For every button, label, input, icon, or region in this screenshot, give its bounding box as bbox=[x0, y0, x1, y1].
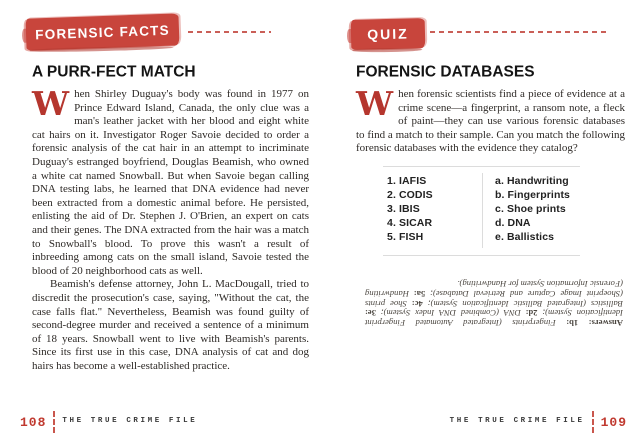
quiz-intro-text: hen forensic scientists find a piece of evidence at a crime scene—a fingerprint, a ransom note, a fleck of paint—they can use various forensic databases to find a match to their sample. Can you match the following forensic databases with the evidence they catalog? bbox=[356, 88, 625, 155]
quiz-column-divider bbox=[482, 173, 483, 248]
footer-right bbox=[450, 411, 627, 433]
quiz-answers-upside-down: Answers: 1b: Fingerprints (Integrated Automated Fingerprint Identification System); 2d: DNA (Combined DNA Index System); 3e: Ballistics (Integrated Ballistic Identification System); 4c: Shoe prints (Shoeprint Image Capture and Retrieval Database); 5a: Handwriting (Forensic Information System for Handwriting). bbox=[364, 279, 623, 328]
book-title-left: THE TRUE CRIME FILE bbox=[62, 417, 198, 425]
quiz-option-e: e. Ballistics bbox=[495, 230, 555, 243]
forensic-facts-stamp-label: FORENSIC FACTS bbox=[34, 22, 171, 42]
article-body-left bbox=[32, 84, 309, 373]
quiz-option-a: a. Handwriting bbox=[495, 175, 569, 187]
quiz-stamp-label: QUIZ bbox=[367, 25, 409, 43]
quiz-stamp bbox=[351, 18, 426, 50]
page-right bbox=[320, 0, 640, 448]
dashed-rule-left bbox=[188, 31, 271, 33]
quiz-item-1: 1. IAFIS bbox=[387, 175, 427, 187]
article-title-right: FORENSIC DATABASES bbox=[356, 63, 535, 81]
forensic-facts-stamp bbox=[25, 13, 179, 50]
quiz-option-b: b. Fingerprints bbox=[495, 188, 570, 201]
dropcap-right: W bbox=[356, 84, 394, 123]
quiz-item-4: 4. SICAR bbox=[387, 216, 433, 229]
book-title-right: THE TRUE CRIME FILE bbox=[449, 417, 585, 425]
quiz-item-2: 2. CODIS bbox=[387, 188, 433, 201]
page-number-right: 109 bbox=[600, 414, 627, 430]
quiz-database-column bbox=[387, 175, 433, 245]
footer-divider-left bbox=[53, 411, 55, 433]
article-body-right bbox=[356, 84, 625, 156]
article-title-left: A PURR-FECT MATCH bbox=[32, 63, 196, 81]
dashed-rule-right bbox=[430, 31, 608, 33]
quiz-item-3: 3. IBIS bbox=[387, 202, 420, 215]
quiz-option-d: d. DNA bbox=[495, 216, 531, 229]
quiz-matching-table bbox=[383, 166, 580, 256]
footer-divider-right bbox=[592, 411, 594, 433]
footer-left bbox=[20, 411, 197, 433]
quiz-item-5: 5. FISH bbox=[387, 230, 424, 243]
paragraph-2: Beamish's defense attorney, John L. MacDougall, tried to discredit the prosecution's case, saying, "Without the cat, the case falls flat." Nevertheless, Beamish was found guilty of second-degree murder and received a sentence of a minimum of 18 years. Snowball went to live with Beamish's parents. Since its first use in this case, DNA analysis of cat and dog hairs has become a well-established practice. bbox=[32, 278, 309, 372]
quiz-intro-paragraph bbox=[356, 84, 625, 156]
dropcap-left: W bbox=[32, 84, 70, 123]
paragraph-1 bbox=[32, 84, 309, 278]
quiz-option-c: c. Shoe prints bbox=[495, 202, 566, 215]
page-number-left: 108 bbox=[20, 414, 47, 430]
paragraph-1-text: hen Shirley Duguay's body was found in 1977 on Prince Edward Island, Canada, the only clue was a man's leather jacket with her blood and eight white cat hairs on it. Investigator Roger Savoie decided to order a forensic analysis of the cat hair in an attempt to incriminate Duguay's estranged boyfriend, Douglas Beamish, who owned a white cat named Snowball. But when Savoie began calling DNA testing labs, he learned that DNA evidence had never been extracted from a domestic animal before. He persisted, enlisting the aid of Dr. Stephen J. O'Brien, an expert on cats and their genes. The DNA extracted from the hair was a match to Snowball's blood. To prove this wasn't a result of inbreeding among cats on the small island, Savoie tested the blood of 20 neighborhood cats as well. bbox=[32, 88, 309, 277]
quiz-evidence-column bbox=[495, 175, 570, 245]
